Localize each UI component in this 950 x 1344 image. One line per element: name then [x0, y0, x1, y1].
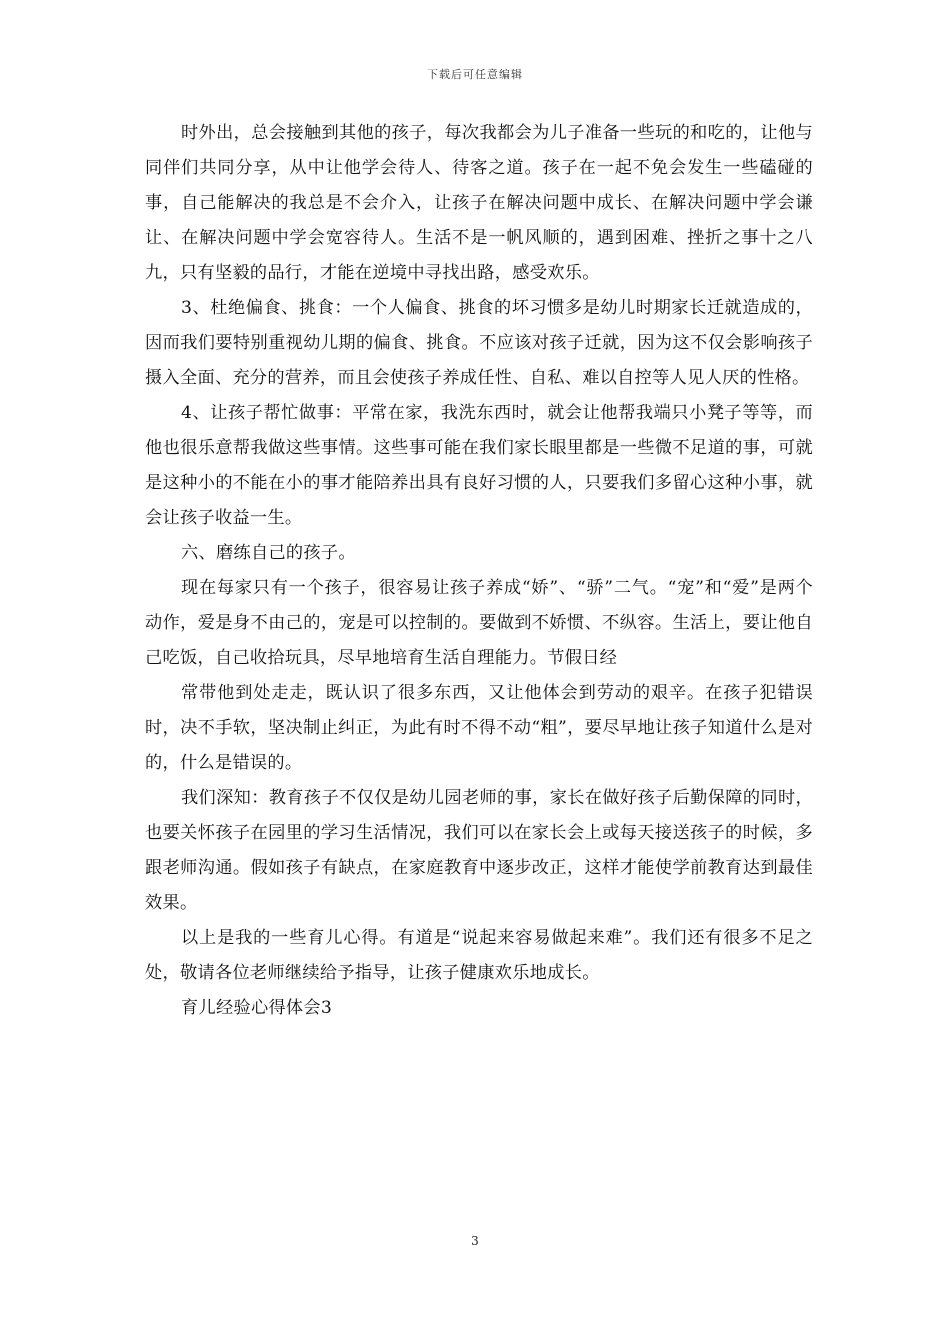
paragraph-sharing: 时外出，总会接触到其他的孩子，每次我都会为儿子准备一些玩的和吃的，让他与同伴们共同分享，从中让他学会待人、待客之道。孩子在一起不免会发生一些磕碰的事，自己能解决的我总是不会介入，让孩子在解决问题中成长、在解决问题中学会谦让、在解决问题中学会宽容待人。生活不是一帆风顺的，遇到困难、挫折之事十之八九，只有坚毅的品行，才能在逆境中寻找出路，感受欢乐。 — [145, 123, 813, 283]
page-number: 3 — [471, 1234, 479, 1248]
section-heading-six: 六、磨练自己的孩子。 — [181, 543, 356, 563]
document-body — [145, 116, 813, 1026]
paragraph-helping-chores: 4、让孩子帮忙做事：平常在家，我洗东西时，就会让他帮我端只小凳子等等，而他也很乐意帮我做这些事情。这些事可能在我们家长眼里都是一些微不足道的事，可就是这种小的不能在小的事才能陪养出具有良好习惯的人，只要我们多留心这种小事，就会让孩子收益一生。 — [145, 403, 813, 528]
paragraph-teacher-communication: 我们深知：教育孩子不仅仅是幼儿园老师的事，家长在做好孩子后勤保障的同时，也要关怀孩子在园里的学习生活情况，我们可以在家长会上或每天接送孩子的时候，多跟老师沟通。假如孩子有缺点，在家庭教育中逐步改正，这样才能使学前教育达到最佳效果。 — [145, 788, 813, 913]
paragraph-picky-eating: 3、杜绝偏食、挑食：一个人偏食、挑食的坏习惯多是幼儿时期家长迁就造成的，因而我们要特别重视幼儿期的偏食、挑食。不应该对孩子迁就，因为这不仅会影响孩子摄入全面、充分的营养，而且会使孩子养成任性、自私、难以自控等人见人厌的性格。 — [145, 298, 813, 388]
paragraph-outings: 常带他到处走走，既认识了很多东西，又让他体会到劳动的艰辛。在孩子犯错误时，决不手软，坚决制止纠正，为此有时不得不动“粗”，要尽早地让孩子知道什么是对的，什么是错误的。 — [145, 683, 813, 773]
page-header: 下载后可任意编辑 — [427, 68, 523, 81]
paragraph-discipline: 现在每家只有一个孩子，很容易让孩子养成“娇”、“骄”二气。“宠”和“爱”是两个动作，爱是身不由己的，宠是可以控制的。要做到不娇惯、不纵容。生活上，要让他自己吃饭，自己收拾玩具，尽早地培育生活自理能力。节假日经 — [145, 578, 813, 668]
paragraph-conclusion: 以上是我的一些育儿心得。有道是“说起来容易做起来难”。我们还有很多不足之处，敬请各位老师继续给予指导，让孩子健康欢乐地成长。 — [145, 928, 813, 983]
next-article-title: 育儿经验心得体会3 — [181, 998, 333, 1018]
